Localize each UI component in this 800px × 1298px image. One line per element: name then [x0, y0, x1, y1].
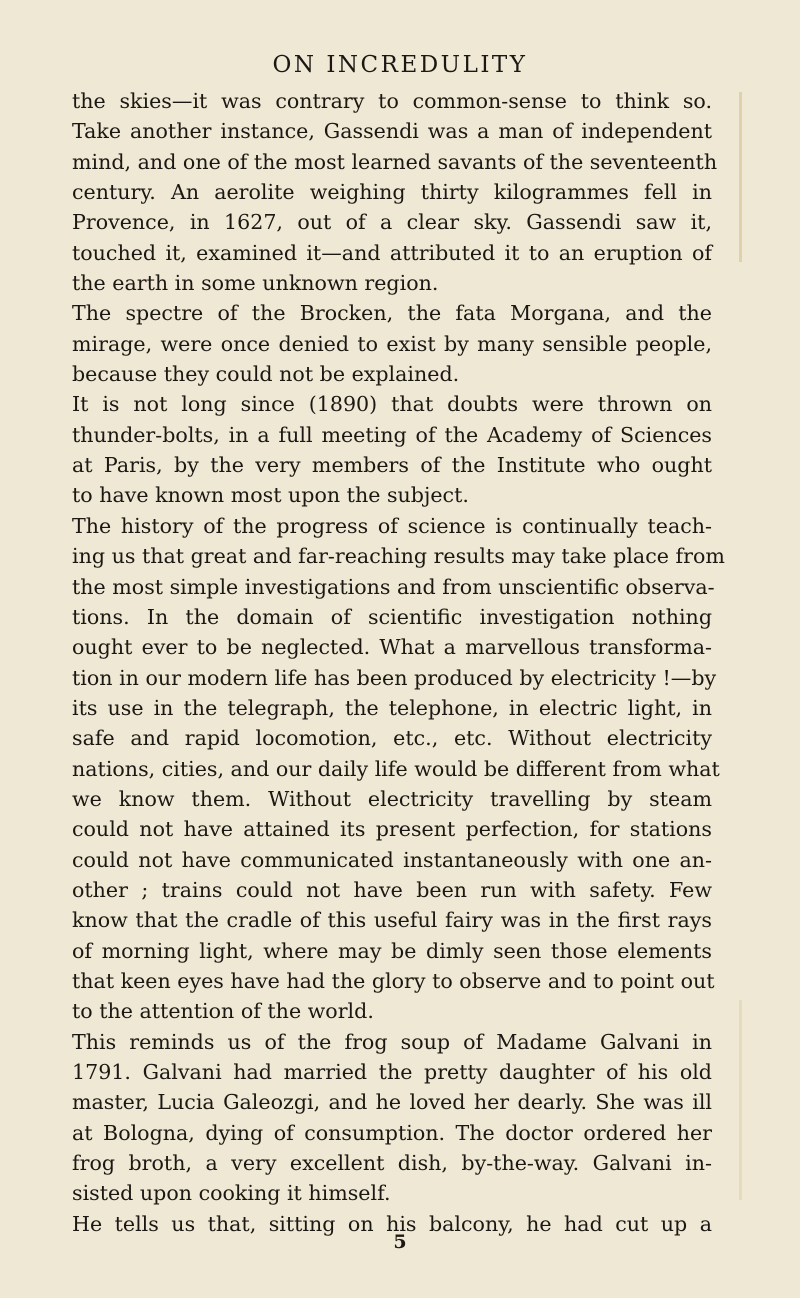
text-line: could not have attained its present perfection, for stations — [72, 817, 712, 842]
text-line: mind, and one of the most learned savants of the seventeenth — [72, 149, 718, 174]
text-line: ing us that great and far-reaching results may take place from — [72, 544, 725, 569]
text-line: master, Lucia Galeozgi, and he loved her dearly. She was ill — [72, 1090, 712, 1115]
text-line: to have known most upon the subject. — [72, 483, 469, 508]
text-line: that keen eyes have had the glory to observe and to point out — [72, 968, 715, 993]
running-head: ON INCREDULITY — [272, 52, 528, 78]
text-line: at Bologna, dying of consumption. The doctor ordered her — [72, 1120, 712, 1145]
text-line: tions. In the domain of scientific investigation nothing — [72, 604, 712, 629]
text-line: sisted upon cooking it himself. — [72, 1181, 391, 1206]
text-line: could not have communicated instantaneously with one an- — [72, 847, 712, 872]
text-line: The spectre of the Brocken, the fata Morgana, and the — [72, 301, 712, 326]
text-line: Provence, in 1627, out of a clear sky. Gassendi saw it, — [72, 210, 712, 235]
text-line: at Paris, by the very members of the Institute who ought — [72, 453, 712, 478]
text-line: He tells us that, sitting on his balcony, he had cut up a — [72, 1211, 712, 1236]
text-line: we know them. Without electricity travelling by steam — [72, 786, 712, 811]
text-line: safe and rapid locomotion, etc., etc. Without electricity — [72, 726, 712, 751]
text-line: because they could not be explained. — [72, 362, 460, 387]
text-line: thunder-bolts, in a full meeting of the Academy of Sciences — [72, 422, 712, 447]
text-line: nations, cities, and our daily life would be different from what — [72, 756, 720, 781]
text-line: of morning light, where may be dimly seen those elements — [72, 938, 712, 963]
text-line: its use in the telegraph, the telephone, in electric light, in — [72, 695, 712, 720]
text-line: know that the cradle of this useful fairy was in the first rays — [72, 908, 712, 933]
body-text — [72, 86, 725, 1239]
text-line: the earth in some unknown region. — [72, 271, 439, 296]
text-line: century. An aerolite weighing thirty kilogrammes fell in — [72, 180, 712, 205]
text-line: It is not long since (1890) that doubts were thrown on — [72, 392, 712, 417]
text-line: other ; trains could not have been run with safety. Few — [72, 877, 712, 902]
text-line: tion in our modern life has been produced by electricity !—by — [72, 665, 717, 690]
page-edge-discoloration — [739, 92, 742, 262]
text-line: frog broth, a very excellent dish, by-the-way. Galvani in- — [72, 1151, 712, 1176]
text-line: Take another instance, Gassendi was a man of independent — [72, 119, 712, 144]
text-line: the most simple investigations and from unscientific observa- — [72, 574, 715, 599]
text-line: This reminds us of the frog soup of Madame Galvani in — [72, 1029, 712, 1054]
page-edge-discoloration — [739, 1000, 742, 1200]
text-line: ought ever to be neglected. What a marvellous transforma- — [72, 635, 712, 660]
text-line: mirage, were once denied to exist by many sensible people, — [72, 331, 712, 356]
text-line: the skies—it was contrary to common-sense to think so. — [72, 89, 712, 113]
text-line: The history of the progress of science is continually teach- — [72, 513, 712, 538]
text-line: 1791. Galvani had married the pretty daughter of his old — [72, 1060, 712, 1084]
text-line: touched it, examined it—and attributed it to an eruption of — [72, 240, 712, 265]
page-number: 5 — [393, 1231, 407, 1253]
text-line: to the attention of the world. — [72, 999, 374, 1024]
